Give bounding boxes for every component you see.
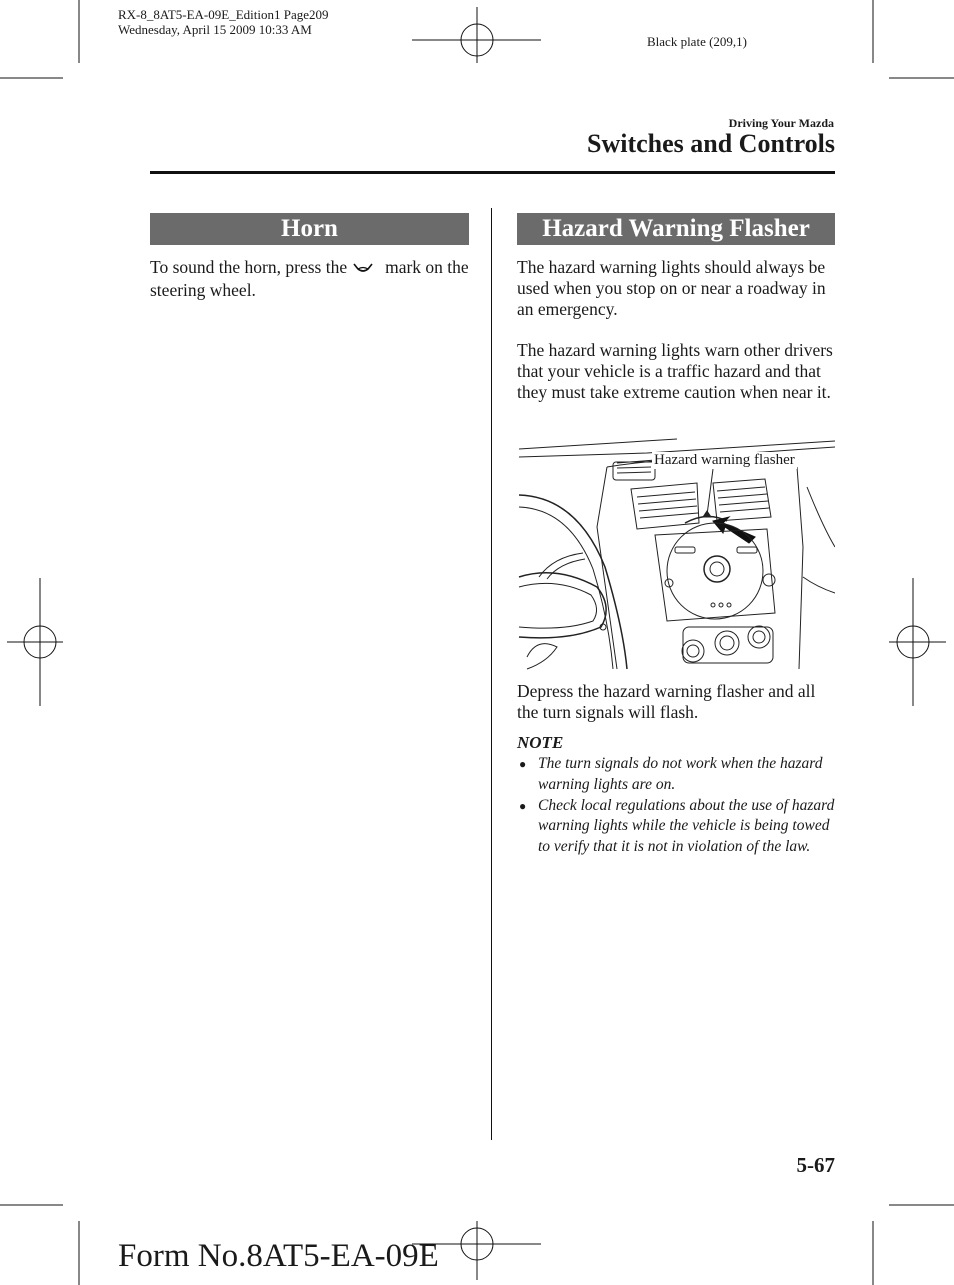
dashboard-drawing: [517, 437, 835, 670]
hazard-flasher-illustration: [517, 437, 835, 670]
print-info: [118, 7, 329, 37]
bullet-icon: ●: [519, 757, 527, 771]
note-text: The turn signals do not work when the hazard warning lights are on.: [538, 755, 823, 793]
note-list: [517, 754, 835, 858]
hazard-paragraph-1: The hazard warning lights should always be used when you stop on or near a roadway in an emergency.: [517, 257, 826, 319]
header-rule: [150, 171, 835, 174]
section-subtitle: Driving Your Mazda: [728, 116, 834, 130]
form-number: Form No.8AT5-EA-09E: [118, 1238, 439, 1274]
section-title: Switches and Controls: [586, 129, 835, 158]
horn-paragraph: [150, 257, 470, 301]
print-info-line1: RX-8_8AT5-EA-09E_Edition1 Page209: [118, 7, 329, 22]
horn-icon: [353, 259, 373, 280]
plate-label: Black plate (209,1): [647, 34, 747, 49]
note-item: [517, 754, 835, 796]
column-divider: [491, 208, 492, 1140]
horn-text-before: To sound the horn, press the: [150, 257, 348, 277]
note-heading: NOTE: [517, 733, 564, 752]
figure-callout-label: Hazard warning flasher: [654, 452, 795, 468]
print-info-line2: Wednesday, April 15 2009 10:33 AM: [118, 22, 312, 37]
note-text: Check local regulations about the use of hazard warning lights while the vehicle is being towed to verify that it is not in violation of the law.: [538, 796, 835, 856]
horn-text-after: mark on the steering wheel.: [150, 257, 469, 300]
page-number: 5-67: [796, 1153, 835, 1177]
bullet-icon: ●: [519, 798, 527, 813]
note-item: [517, 796, 835, 858]
hazard-paragraph-2: The hazard warning lights warn other drivers that your vehicle is a traffic hazard and that they must take extreme caution when near it.: [517, 340, 833, 402]
horn-heading: Horn: [150, 213, 469, 245]
hazard-heading: Hazard Warning Flasher: [517, 213, 835, 245]
hazard-paragraph-3: Depress the hazard warning flasher and all the turn signals will flash.: [517, 681, 816, 722]
